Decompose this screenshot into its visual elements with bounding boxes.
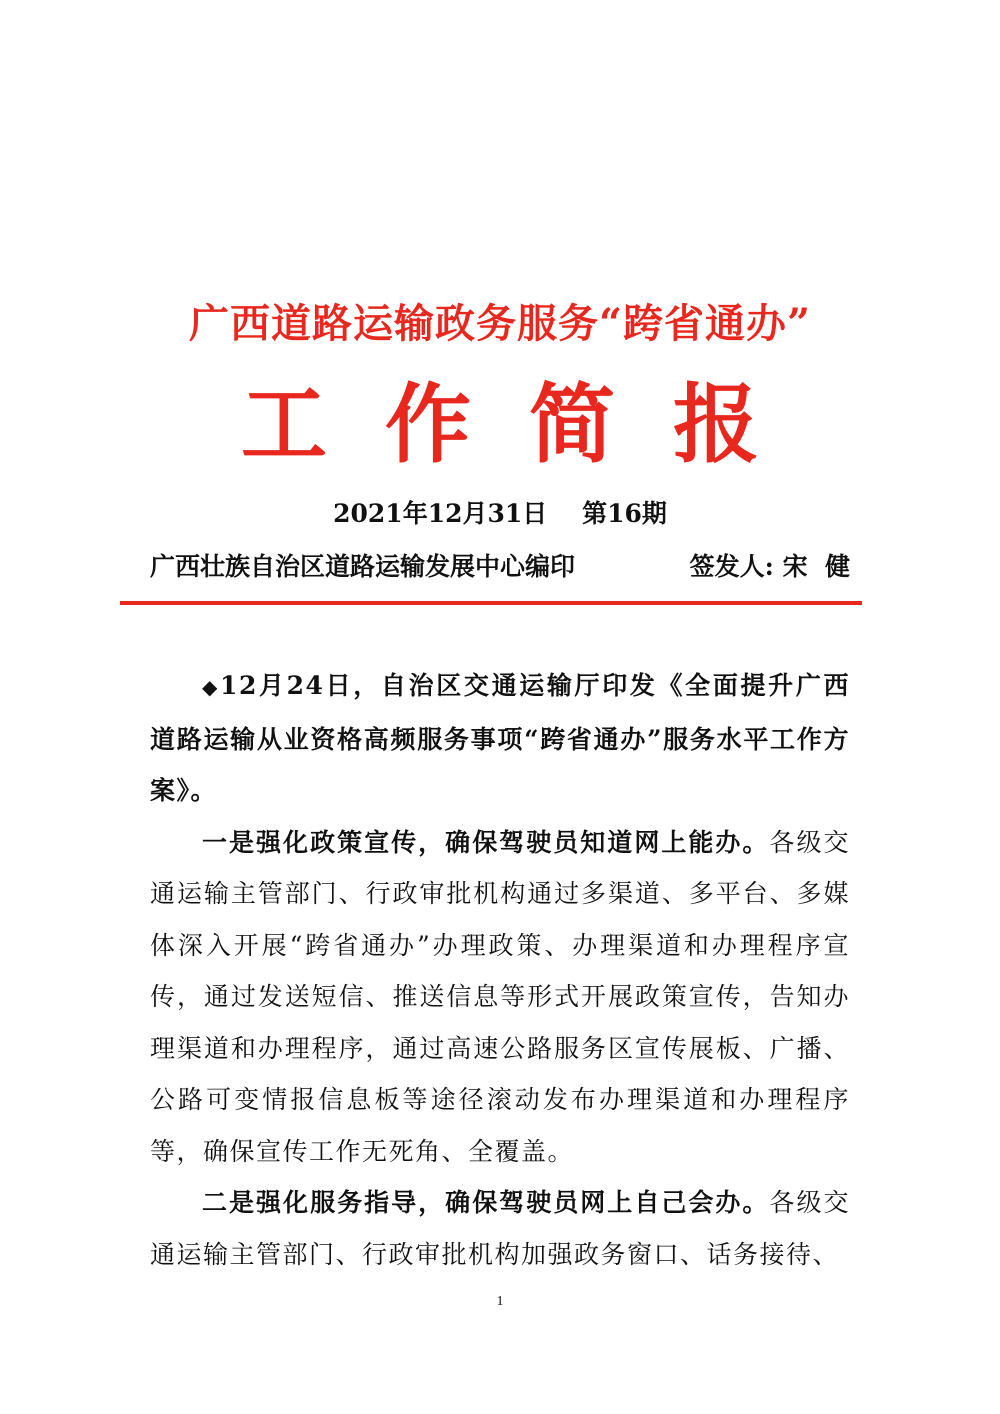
page-number: 1 xyxy=(496,1294,504,1309)
publisher-line xyxy=(150,548,850,586)
news-item-text: 12月24日，自治区交通运输厅印发《全面提升广西道路运输从业资格高频服务事项“跨省通办”服务水平工作方案》。 xyxy=(150,671,850,805)
paragraph-text: 各级交通运输主管部门、行政审批机构加强政务窗口、话务接待、 xyxy=(150,1188,850,1269)
publisher-name: 广西壮族自治区道路运输发展中心编印 xyxy=(150,552,576,581)
header-divider xyxy=(120,601,862,605)
paragraph-policy-publicity xyxy=(150,817,850,1178)
briefing-main-title: 工作简报 xyxy=(241,374,817,475)
news-item xyxy=(150,660,850,817)
signer: 签发人: 宋 健 xyxy=(689,552,850,581)
paragraph-lead: 二是强化服务指导，确保驾驶员网上自己会办。 xyxy=(202,1188,770,1217)
briefing-series-title: 广西道路运输政务服务“跨省通办” xyxy=(188,300,811,347)
paragraph-service-guidance xyxy=(150,1177,850,1280)
document-body xyxy=(150,660,850,1280)
date-issue-line: 2021年12月31日 第16期 xyxy=(333,499,667,528)
paragraph-text: 各级交通运输主管部门、行政审批机构通过多渠道、多平台、多媒体深入开展“跨省通办”办理政策、办理渠道和办理程序宣传，通过发送短信、推送信息等形式开展政策宣传，告知办理渠道和办理程序，通过高速公路服务区宣传展板、广播、公路可变情报信息板等途径滚动发布办理渠道和办理程序等，确保宣传工作无死角、全覆盖。 xyxy=(150,827,850,1166)
diamond-bullet-icon: ◆ xyxy=(202,675,221,699)
paragraph-lead: 一是强化政策宣传，确保驾驶员知道网上能办。 xyxy=(202,827,770,857)
